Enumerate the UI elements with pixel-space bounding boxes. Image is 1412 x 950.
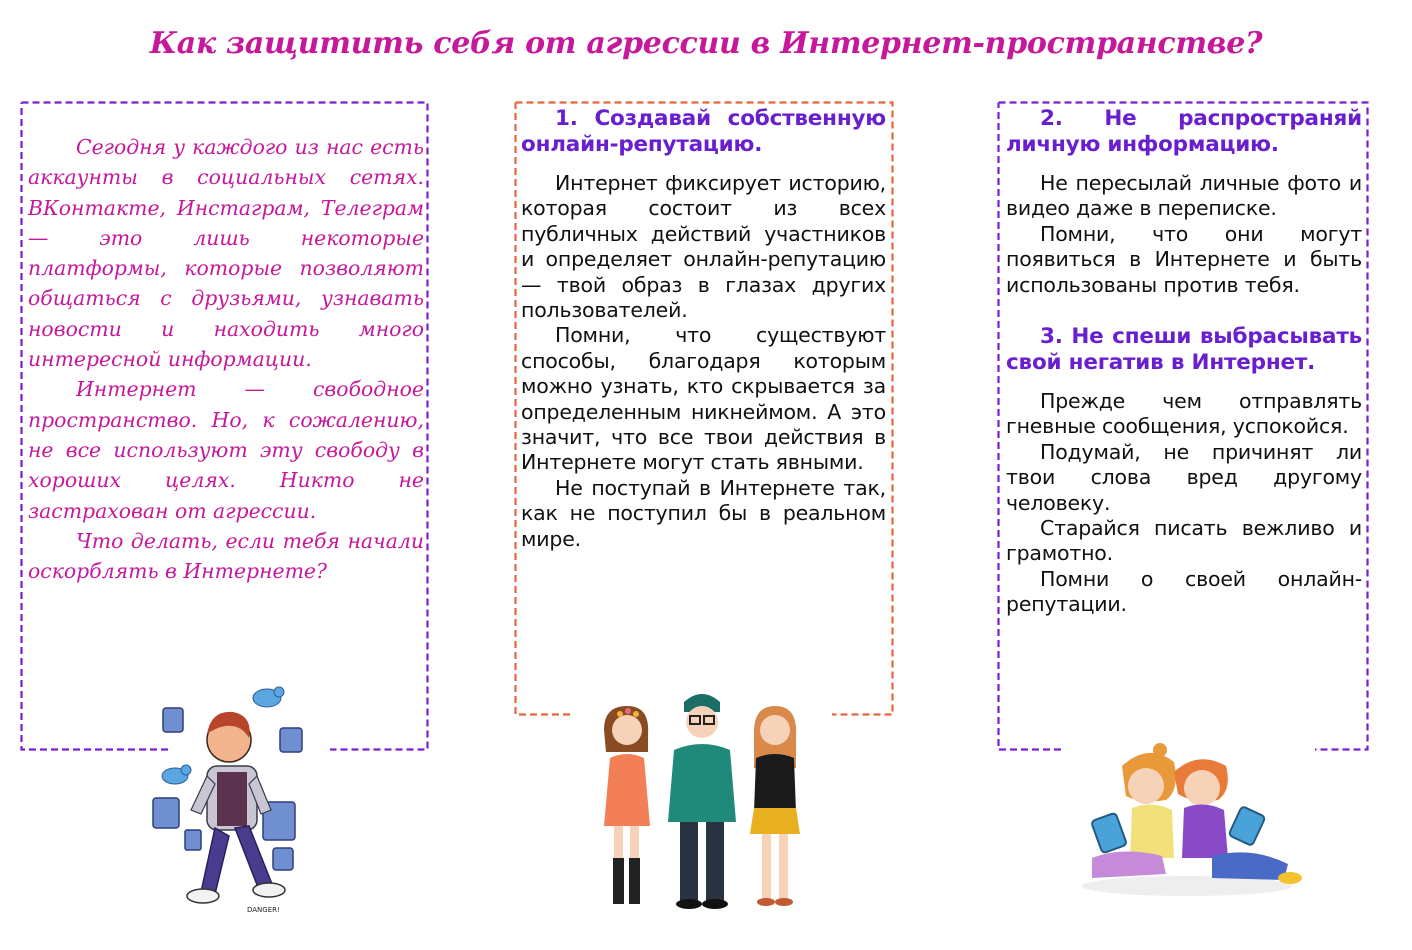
- tip3-paragraph-2: Подумай, не причинят ли твои слова вред другому человеку.: [1006, 439, 1362, 515]
- tip1-heading: [521, 106, 886, 157]
- boy-harassed-illustration: [145, 680, 315, 920]
- kids-with-tablets-illustration: [1062, 738, 1312, 898]
- boy-with-tablet: [1174, 759, 1302, 884]
- tip2-number: 2.: [1040, 106, 1063, 131]
- tip3-paragraph-1: Прежде чем отправлять гневные сообщения, успокойся.: [1006, 389, 1362, 439]
- tip2-heading-text: Не распространяй личную информацию.: [1006, 106, 1362, 157]
- tip3-heading: [1006, 324, 1362, 375]
- boy-middle-figure: [668, 694, 736, 909]
- girl-left-figure: [604, 706, 650, 904]
- tip3-paragraph-4: Помни о своей онлайн-репутации.: [1006, 566, 1362, 617]
- three-teens-illustration: [590, 688, 810, 913]
- tip2-heading: [1006, 106, 1362, 157]
- tip1-heading-text: Создавай собственную онлайн-репутацию.: [521, 106, 886, 157]
- intro-paragraph-1: Сегодня у каждого из нас есть аккаунты в социальных сетях. ВКонтакте, Инстаграм, Телеграм — это лишь некоторые платформы, которые позволяют общаться с друзьями, узнавать новости и находить много интересной информации.: [28, 135, 424, 372]
- girl-right-figure: [750, 706, 800, 906]
- intro-text: [28, 132, 424, 586]
- tip1-content: [521, 106, 886, 552]
- tip3-number: 3.: [1040, 324, 1063, 350]
- page-title: Как защитить себя от агрессии в Интернет-пространстве?: [149, 26, 1263, 61]
- tip2-paragraph-2: Помни, что они могут появиться в Интернете и быть использованы против тебя.: [1006, 221, 1362, 297]
- danger-label: DANGER!: [247, 906, 280, 914]
- girl-with-tablet: [1091, 743, 1176, 878]
- tip1-paragraph-1: Интернет фиксирует историю, которая состоит из всех публичных действий участников и определяет онлайн-репутацию — твой образ в глазах других пользователей.: [521, 171, 886, 323]
- tip3-paragraph-3: Старайся писать вежливо и грамотно.: [1006, 516, 1362, 566]
- tip3-heading-text: Не спеши выбрасывать свой негатив в Интернет.: [1006, 324, 1362, 375]
- tip1-paragraph-3: Не поступай в Интернете так, как не поступил бы в реальном мире.: [521, 475, 886, 551]
- tip2-paragraph-1: Не пересылай личные фото и видео даже в переписке.: [1006, 171, 1362, 221]
- intro-paragraph-3: Что делать, если тебя начали оскорблять в Интернете?: [28, 528, 424, 584]
- intro-paragraph-2: Интернет — свободное пространство. Но, к сожалению, не все используют эту свободу в хороших целях. Никто не застрахован от агрессии.: [28, 377, 424, 523]
- tip1-paragraph-2: Помни, что существуют способы, благодаря которым можно узнать, кто скрывается за определенным никнеймом. А это значит, что все твои действия в Интернете могут стать явными.: [521, 323, 886, 475]
- tip2-3-content: [1006, 106, 1362, 618]
- tip1-number: 1.: [555, 106, 578, 131]
